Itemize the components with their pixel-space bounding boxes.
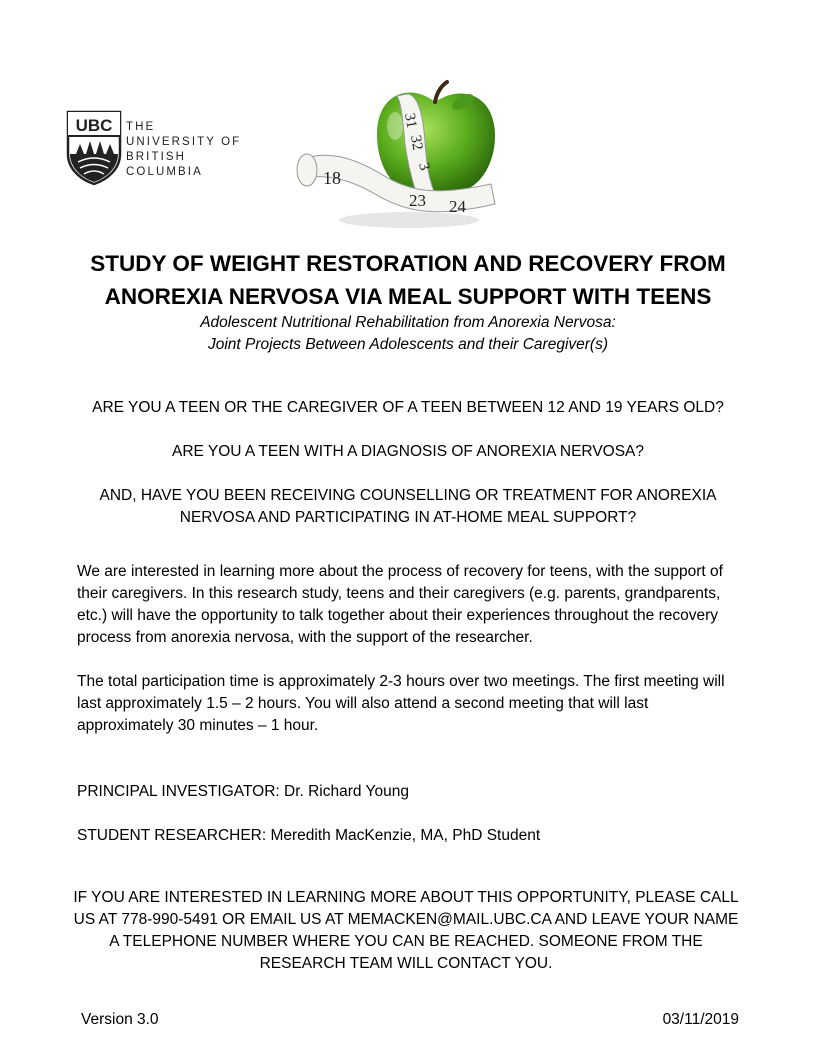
wordmark-line: COLUMBIA [126, 166, 203, 178]
version-label: Version 3.0 [81, 1011, 159, 1028]
student-researcher: STUDENT RESEARCHER: Meredith MacKenzie, MA, PhD Student [77, 827, 541, 844]
title-line: STUDY OF WEIGHT RESTORATION AND RECOVERY FROM [90, 251, 726, 276]
ubc-monogram: UBC [75, 116, 113, 135]
ubc-logo [66, 110, 251, 186]
tape-number: 3 [415, 160, 433, 173]
study-description-paragraph: We are interested in learning more about the process of recovery for teens, with the support of their caregivers. In this research study, teens and their caregivers (e.g. parents, grandparents, etc.) will have the opportunity to talk together about their experiences throughout the recovery process from anorexia nervosa, with the support of the researcher. [77, 563, 723, 646]
eligibility-question-age: ARE YOU A TEEN OR THE CAREGIVER OF A TEEN BETWEEN 12 AND 19 YEARS OLD? [92, 399, 724, 416]
wordmark-line: THE [126, 121, 156, 133]
title-line: ANOREXIA NERVOSA VIA MEAL SUPPORT WITH TEENS [104, 284, 712, 309]
tape-number: 31 [401, 111, 420, 130]
ubc-wordmark [126, 120, 241, 180]
tape-number: 24 [449, 197, 466, 216]
eligibility-question-treatment: AND, HAVE YOU BEEN RECEIVING COUNSELLING OR TREATMENT FOR ANOREXIA NERVOSA AND PARTICIPATING IN AT-HOME MEAL SUPPORT? [99, 487, 717, 526]
eligibility-question-diagnosis: ARE YOU A TEEN WITH A DIAGNOSIS OF ANOREXIA NERVOSA? [171, 443, 645, 460]
ubc-shield-icon [66, 110, 122, 186]
participation-time-paragraph: The total participation time is approximately 2-3 hours over two meetings. The first meeting will last approximately 1.5 – 2 hours. You will also attend a second meeting that will last approximately 30 minutes – 1 hour. [77, 673, 725, 734]
principal-investigator: PRINCIPAL INVESTIGATOR: Dr. Richard Young [77, 783, 409, 800]
subtitle-line: Joint Projects Between Adolescents and their Caregiver(s) [207, 336, 609, 353]
tape-number: 18 [323, 168, 341, 188]
flyer-subtitle [40, 312, 776, 356]
apple-with-measuring-tape-icon [285, 72, 533, 234]
subtitle-line: Adolescent Nutritional Rehabilitation from Anorexia Nervosa: [200, 314, 616, 331]
wordmark-line: BRITISH [126, 151, 187, 163]
tape-number: 23 [409, 191, 426, 210]
document-date: 03/11/2019 [662, 1011, 739, 1028]
contact-instructions: IF YOU ARE INTERESTED IN LEARNING MORE ABOUT THIS OPPORTUNITY, PLEASE CALL US AT 778-990-5491 OR EMAIL US AT MEMACKEN@MAIL.UBC.CA AND LEAVE YOUR NAME A TELEPHONE NUMBER WHERE YOU CAN BE REACHED. SOMEONE FROM THE RESEARCH TEAM WILL CONTACT YOU. [73, 889, 739, 972]
flyer-title [40, 247, 776, 313]
tape-number: 32 [407, 133, 426, 152]
wordmark-line: UNIVERSITY OF [126, 136, 242, 148]
